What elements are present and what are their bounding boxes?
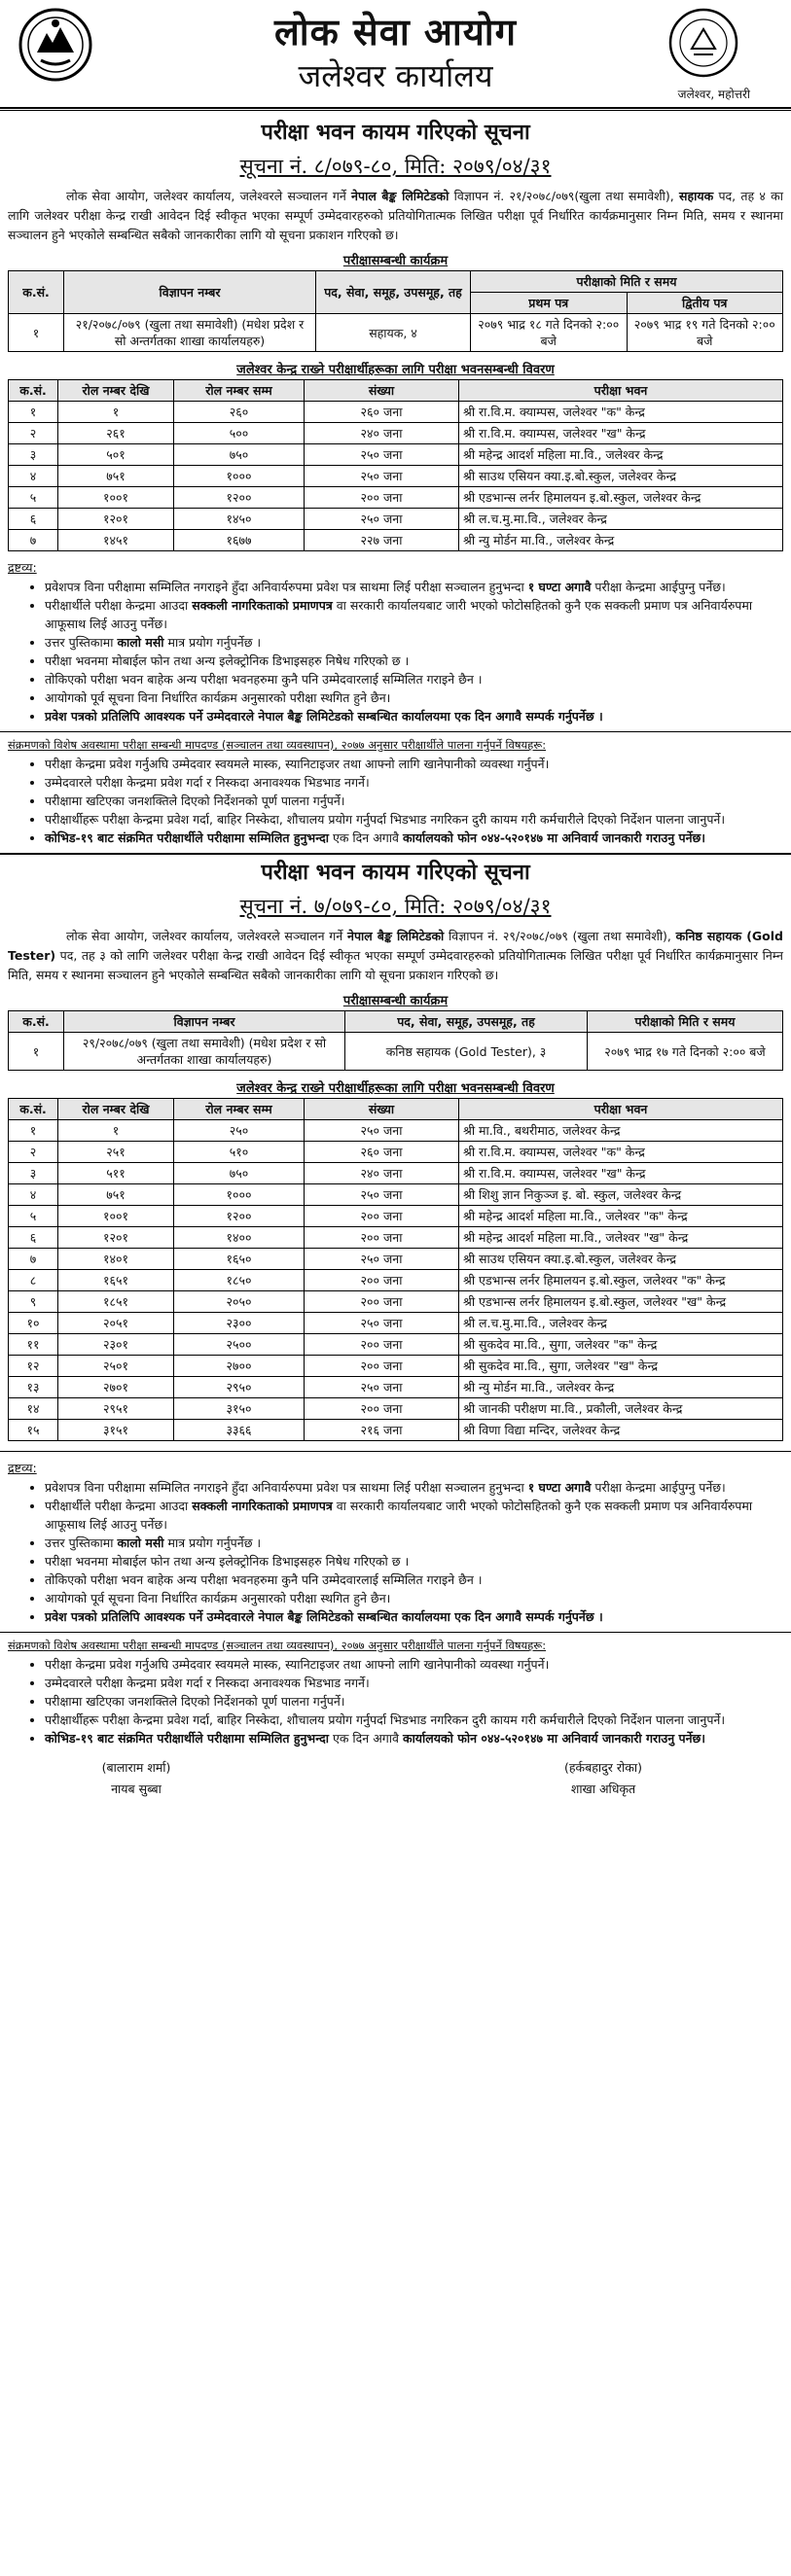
table-cell: ५१० — [174, 1142, 305, 1163]
table-cell: २०५१ — [58, 1313, 174, 1334]
table-cell: श्री महेन्द्र आदर्श महिला मा.वि., जलेश्वर "क" केन्द्र — [459, 1206, 783, 1227]
table-row — [9, 1163, 783, 1184]
list-item: • परीक्षामा खटिएका जनशक्तिले दिएको निर्देशनको पूर्ण पालना गर्नुपर्ने। — [45, 792, 783, 810]
divider — [0, 1451, 791, 1452]
signatures — [0, 1757, 791, 1816]
program-table: क.सं. विज्ञापन नम्बर पद, सेवा, समूह, उपसमूह, तह परीक्षाको मिति र समय १ २९/२०७८/०७९ (खुला तथा समावेशी) (मधेश प्रदेश र सो अन्तर्गतका शाखा कार्यालयहरु) कनिष्ठ सहायक (Gold Tester), ३ २०७९ भाद्र १७ गते दिनको २:०० बजे — [8, 1010, 783, 1071]
list-item: • प्रवेश पत्रको प्रतिलिपि आवश्यक पर्ने उम्मेदवारले नेपाल बैङ्क लिमिटेडको सम्बन्धित कार्यालयमा एक दिन अगावै सम्पर्क गर्नुपर्नेछ । — [45, 1607, 783, 1626]
table-row — [9, 1206, 783, 1227]
table-cell: श्री रा.वि.म. क्याम्पस, जलेश्वर "क" केन्द्र — [459, 1142, 783, 1163]
list-item: • उम्मेदवारले परीक्षा केन्द्रमा प्रवेश गर्दा र निस्कदा अनावश्यक भिडभाड नगर्ने। — [45, 773, 783, 792]
col-first-paper: प्रथम पत्र — [471, 293, 628, 314]
table-cell: २०० जना — [305, 1291, 459, 1313]
list-item: • परीक्षा केन्द्रमा प्रवेश गर्नुअघि उम्मेदवार स्वयमले मास्क, स्यानिटाइजर तथा आफ्नो लागि खानेपानीको व्यवस्था गर्नुपर्ने। — [45, 755, 783, 773]
centers-caption: जलेश्वर केन्द्र राख्ने परीक्षार्थीहरूका लागि परीक्षा भवनसम्बन्धी विवरण — [236, 1081, 555, 1096]
notes-list — [8, 1478, 791, 1626]
list-item: • कोभिड-१९ बाट संक्रमित परीक्षार्थीले परीक्षामा सम्मिलित हुनुभन्दा एक दिन अगावै कार्यालयको फोन ०४४-५२०१४७ मा अनिवार्य जानकारी गराउनु पर्नेछ। — [45, 1729, 783, 1747]
table-cell: ४ — [9, 466, 58, 487]
office-location: जलेश्वर, महोत्तरी — [677, 88, 750, 101]
table-cell: २३०० — [174, 1313, 305, 1334]
col-second-paper: द्वितीय पत्र — [627, 293, 783, 314]
notice-2 — [0, 855, 791, 1816]
table-cell: १००० — [174, 466, 305, 487]
table-row — [9, 1313, 783, 1334]
table-cell: ६ — [9, 1227, 58, 1249]
table-cell: २५० जना — [305, 444, 459, 466]
list-item: • परीक्षार्थीले परीक्षा केन्द्रमा आउदा सक्कली नागरिकताको प्रमाणपत्र वा सरकारी कार्यालयबाट जारी भएको फोटोसहितको कुनै एक सक्कली प्रमाण पत्र अनिवार्यरुपमा आफूसाथ लिई आउनु पर्नेछ। — [45, 1497, 783, 1534]
table-cell: २६१ — [58, 423, 174, 444]
table-row — [9, 1120, 783, 1142]
list-item: • उत्तर पुस्तिकामा कालो मसी मात्र प्रयोग गर्नुपर्नेछ । — [45, 633, 783, 652]
table-cell: २५० जना — [305, 1377, 459, 1398]
table-row — [9, 1377, 783, 1398]
table-cell: २०५० — [174, 1291, 305, 1313]
office-name: जलेश्वर कार्यालय — [298, 57, 493, 94]
table-row — [9, 1291, 783, 1313]
centers-caption: जलेश्वर केन्द्र राख्ने परीक्षार्थीहरूका लागि परीक्षा भवनसम्बन्धी विवरण — [236, 363, 555, 377]
table-cell: ३१५१ — [58, 1420, 174, 1441]
table-cell: २०० जना — [305, 1398, 459, 1420]
table-cell: २०० जना — [305, 1227, 459, 1249]
signatory-name: (बालाराम शर्मा) — [101, 1760, 171, 1775]
table-cell: श्री शिशु ज्ञान निकुञ्ज इ. बो. स्कुल, जलेश्वर केन्द्र — [459, 1184, 783, 1206]
list-item: • परीक्षार्थीले परीक्षा केन्द्रमा आउदा सक्कली नागरिकताको प्रमाणपत्र वा सरकारी कार्यालयबाट जारी भएको फोटोसहितको कुनै एक सक्कली प्रमाण पत्र अनिवार्यरुपमा आफूसाथ लिई आउनु पर्नेछ। — [45, 596, 783, 633]
table-cell: श्री ल.च.मु.मा.वि., जलेश्वर केन्द्र — [459, 509, 783, 530]
table-cell: २६० जना — [305, 402, 459, 423]
table-cell: १८५१ — [58, 1291, 174, 1313]
table-cell: २०० जना — [305, 1356, 459, 1377]
table-cell: १ — [58, 402, 174, 423]
table-cell: १४०० — [174, 1227, 305, 1249]
table-row — [9, 509, 783, 530]
list-item: • परीक्षा भवनमा मोबाईल फोन तथा अन्य इलेक्ट्रोनिक डिभाइसहरु निषेध गरिएको छ । — [45, 652, 783, 670]
table-cell: ३ — [9, 444, 58, 466]
table-cell: २४० जना — [305, 423, 459, 444]
list-item: • आयोगको पूर्व सूचना विना निर्धारित कार्यक्रम अनुसारको परीक्षा स्थगित हुने छैन। — [45, 688, 783, 707]
table-cell: ७ — [9, 530, 58, 551]
table-row — [9, 487, 783, 509]
table-cell: १२ — [9, 1356, 58, 1377]
table-cell: १४५० — [174, 509, 305, 530]
table-cell: २३०१ — [58, 1334, 174, 1356]
table-cell: १००० — [174, 1184, 305, 1206]
table-row — [9, 1249, 783, 1270]
col-sn: क.सं. — [9, 271, 64, 314]
table-cell: १४५१ — [58, 530, 174, 551]
table-cell: १२०० — [174, 487, 305, 509]
table-cell: ५०० — [174, 423, 305, 444]
table-cell: २६० जना — [305, 1142, 459, 1163]
notice-paragraph: लोक सेवा आयोग, जलेश्वर कार्यालय, जलेश्वरले सञ्चालन गर्ने नेपाल बैङ्क लिमिटेडको विज्ञापन नं. २१/२०७८/०७९(खुला तथा समावेशी), सहायक पद, तह ४ का लागि जलेश्वर परीक्षा केन्द्र राखी आवेदन दिई स्वीकृत भएका सम्पूर्ण उम्मेदवारहरुको प्रतियोगितात्मक लिखित परीक्षा पूर्व निर्धारित कार्यक्रमानुसार निम्न मिति, समय र स्थानमा सञ्चालन हुने भएकोले सम्बन्धित सबैको जानकारीका लागि यो सूचना प्रकाशन गरिएको छ। — [8, 189, 783, 242]
table-cell: १३ — [9, 1377, 58, 1398]
table-cell: २५० जना — [305, 1184, 459, 1206]
table-cell: श्री महेन्द्र आदर्श महिला मा.वि., जलेश्वर "ख" केन्द्र — [459, 1227, 783, 1249]
list-item: • तोकिएको परीक्षा भवन बाहेक अन्य परीक्षा भवनहरुमा कुनै पनि उम्मेदवारलाई सम्मिलित गराइने छैन । — [45, 1570, 783, 1589]
table-cell: २५१ — [58, 1142, 174, 1163]
table-cell: २५० — [174, 1120, 305, 1142]
list-item: • उत्तर पुस्तिकामा कालो मसी मात्र प्रयोग गर्नुपर्नेछ । — [45, 1534, 783, 1552]
table-cell: १२०१ — [58, 1227, 174, 1249]
col-post: पद, सेवा, समूह, उपसमूह, तह — [316, 271, 471, 314]
table-row — [9, 1184, 783, 1206]
list-item: • परीक्षा भवनमा मोबाईल फोन तथा अन्य इलेक्ट्रोनिक डिभाइसहरु निषेध गरिएको छ । — [45, 1552, 783, 1570]
table-row — [9, 466, 783, 487]
table-cell: १८५० — [174, 1270, 305, 1291]
divider — [0, 731, 791, 732]
table-cell: १००१ — [58, 487, 174, 509]
notice-title: परीक्षा भवन कायम गरिएको सूचना — [261, 120, 530, 145]
covid-list — [8, 1655, 791, 1747]
notice-paragraph: लोक सेवा आयोग, जलेश्वर कार्यालय, जलेश्वरले सञ्चालन गर्ने नेपाल बैङ्क लिमिटेडको विज्ञापन नं. २९/२०७८/०७९ (खुला तथा समावेशी), कनिष्ठ सहायक (Gold Tester) पद, तह ३ को लागि जलेश्वर परीक्षा केन्द्र राखी आवेदन दिई स्वीकृत भएका सम्पूर्ण उम्मेदवारहरुको प्रतियोगितात्मक लिखित परीक्षा पूर्व निर्धारित कार्यक्रमानुसार निम्न मिति, समय र स्थानमा सञ्चालन हुने भएकोले सम्बन्धित सबैको जानकारीका लागि यो सूचना प्रकाशन गरिएको छ। — [8, 929, 783, 982]
table-cell: २५० जना — [305, 1120, 459, 1142]
col-date: परीक्षाको मिति र समय — [471, 271, 783, 293]
table-row — [9, 1142, 783, 1163]
table-cell: १२०१ — [58, 509, 174, 530]
table-cell: १५ — [9, 1420, 58, 1441]
list-item: • तोकिएको परीक्षा भवन बाहेक अन्य परीक्षा भवनहरुमा कुनै पनि उम्मेदवारलाई सम्मिलित गराइने छैन । — [45, 670, 783, 688]
list-item: • कोभिड-१९ बाट संक्रमित परीक्षार्थीले परीक्षामा सम्मिलित हुनुभन्दा एक दिन अगावै कार्यालयको फोन ०४४-५२०१४७ मा अनिवार्य जानकारी गराउनु पर्नेछ। — [45, 829, 783, 847]
table-cell: ११ — [9, 1334, 58, 1356]
table-row — [9, 1420, 783, 1441]
table-row — [9, 444, 783, 466]
table-row — [9, 402, 783, 423]
table-cell: ७५१ — [58, 1184, 174, 1206]
table-cell: ७५० — [174, 1163, 305, 1184]
divider — [0, 1632, 791, 1633]
header-rule — [0, 107, 791, 109]
table-cell: श्री मा.वि., बथरीमाठ, जलेश्वर केन्द्र — [459, 1120, 783, 1142]
table-cell: २५०१ — [58, 1356, 174, 1377]
table-cell: २ — [9, 423, 58, 444]
list-item: • परीक्षार्थीहरू परीक्षा केन्द्रमा प्रवेश गर्दा, बाहिर निस्केदा, शौचालय प्रयोग गर्नुपर्दा भिडभाड नगरिकन दुरी कायम गरी कर्मचारीले दिएको निर्देशन पालना जानुपर्ने। — [45, 1711, 783, 1729]
table-cell: ३३६६ — [174, 1420, 305, 1441]
table-cell: श्री सुकदेव मा.वि., सुगा, जलेश्वर "क" केन्द्र — [459, 1334, 783, 1356]
list-item: • उम्मेदवारले परीक्षा केन्द्रमा प्रवेश गर्दा र निस्कदा अनावश्यक भिडभाड नगर्ने। — [45, 1674, 783, 1692]
program-table — [8, 270, 783, 352]
table-cell: १६५० — [174, 1249, 305, 1270]
table-cell: २०० जना — [305, 1334, 459, 1356]
table-cell: श्री न्यु मोर्डन मा.वि., जलेश्वर केन्द्र — [459, 1377, 783, 1398]
table-cell: श्री ल.च.मु.मा.वि., जलेश्वर केन्द्र — [459, 1313, 783, 1334]
table-cell: २०० जना — [305, 1206, 459, 1227]
table-cell: श्री एडभान्स लर्नर हिमालयन इ.बो.स्कुल, जलेश्वर "क" केन्द्र — [459, 1270, 783, 1291]
table-cell: २०० जना — [305, 487, 459, 509]
table-cell: २५० जना — [305, 509, 459, 530]
table-cell: श्री साउथ एसियन क्या.इ.बो.स्कुल, जलेश्वर केन्द्र — [459, 466, 783, 487]
table-row: १ २९/२०७८/०७९ (खुला तथा समावेशी) (मधेश प्रदेश र सो अन्तर्गतका शाखा कार्यालयहरु) कनिष्ठ सहायक (Gold Tester), ३ २०७९ भाद्र १७ गते दिनको २:०० बजे — [9, 1033, 783, 1071]
table-cell: १४ — [9, 1398, 58, 1420]
table-row: १ २१/२०७८/०७९ (खुला तथा समावेशी) (मधेश प्रदेश र सो अन्तर्गतका शाखा कार्यालयहरु) सहायक, ४ २०७९ भाद्र १८ गते दिनको २:०० बजे २०७९ भाद्र १९ गते दिनको २:०० बजे — [9, 314, 783, 352]
covid-heading: संक्रमणको विशेष अवस्थामा परीक्षा सम्बन्धी मापदण्ड (सञ्चालन तथा व्यवस्थापन), २०७७ अनुसार परीक्षार्थीले पालना गर्नुपर्ने विषयहरू: — [8, 738, 547, 752]
list-item: • परीक्षार्थीहरू परीक्षा केन्द्रमा प्रवेश गर्दा, बाहिर निस्केदा, शौचालय प्रयोग गर्नुपर्दा भिडभाड नगरिकन दुरी कायम गरी कर्मचारीले दिएको निर्देशन पालना जानुपर्ने। — [45, 810, 783, 829]
table-row — [9, 1227, 783, 1249]
table-cell: १ — [9, 402, 58, 423]
table-cell: ७ — [9, 1249, 58, 1270]
signature-right — [506, 1757, 701, 1800]
program-caption: परीक्षासम्बन्धी कार्यक्रम — [342, 254, 449, 268]
notes-list — [8, 578, 791, 725]
table-row — [9, 1398, 783, 1420]
table-cell: १४०१ — [58, 1249, 174, 1270]
table-cell: ६ — [9, 509, 58, 530]
list-item: • परीक्षामा खटिएका जनशक्तिले दिएको निर्देशनको पूर्ण पालना गर्नुपर्ने। — [45, 1692, 783, 1711]
table-cell: श्री एडभान्स लर्नर हिमालयन इ.बो.स्कुल, जलेश्वर "ख" केन्द्र — [459, 1291, 783, 1313]
letterhead — [0, 0, 791, 109]
table-cell: श्री महेन्द्र आदर्श महिला मा.वि., जलेश्वर केन्द्र — [459, 444, 783, 466]
table-cell: श्री एडभान्स लर्नर हिमालयन इ.बो.स्कुल, जलेश्वर केन्द्र — [459, 487, 783, 509]
table-cell: २९५० — [174, 1377, 305, 1398]
psc-logo-icon — [666, 6, 740, 80]
table-cell: १६५१ — [58, 1270, 174, 1291]
covid-heading: संक्रमणको विशेष अवस्थामा परीक्षा सम्बन्धी मापदण्ड (सञ्चालन तथा व्यवस्थापन), २०७७ अनुसार परीक्षार्थीले पालना गर्नुपर्ने विषयहरू: — [8, 1639, 547, 1652]
table-cell: १००१ — [58, 1206, 174, 1227]
header-rule-thin — [0, 110, 791, 111]
table-cell: २७०० — [174, 1356, 305, 1377]
table-cell: ५ — [9, 1206, 58, 1227]
table-cell: ८ — [9, 1270, 58, 1291]
table-cell: श्री रा.वि.म. क्याम्पस, जलेश्वर "ख" केन्द्र — [459, 1163, 783, 1184]
note-heading: द्रष्टव्य: — [8, 1461, 37, 1475]
table-row — [9, 423, 783, 444]
table-cell: १६७७ — [174, 530, 305, 551]
signatory-title: नायब सुब्बा — [111, 1782, 162, 1796]
table-cell: २५० जना — [305, 1249, 459, 1270]
table-cell: २५० जना — [305, 466, 459, 487]
table-cell: ३ — [9, 1163, 58, 1184]
note-heading: द्रष्टव्य: — [8, 560, 37, 575]
table-row — [9, 530, 783, 551]
table-cell: ३१५० — [174, 1398, 305, 1420]
table-cell: ४ — [9, 1184, 58, 1206]
org-name: लोक सेवा आयोग — [273, 10, 518, 53]
list-item: • परीक्षा केन्द्रमा प्रवेश गर्नुअघि उम्मेदवार स्वयमले मास्क, स्यानिटाइजर तथा आफ्नो लागि खानेपानीको व्यवस्था गर्नुपर्ने। — [45, 1655, 783, 1674]
table-cell: २४० जना — [305, 1163, 459, 1184]
list-item: • प्रवेश पत्रको प्रतिलिपि आवश्यक पर्ने उम्मेदवारले नेपाल बैङ्क लिमिटेडको सम्बन्धित कार्यालयमा एक दिन अगावै सम्पर्क गर्नुपर्नेछ । — [45, 707, 783, 725]
notice-number-date: सूचना नं. ८/०७९-८०, मिति: २०७९/०४/३१ — [239, 155, 552, 178]
table-cell: ७५० — [174, 444, 305, 466]
centers-table: क.सं. रोल नम्बर देखि रोल नम्बर सम्म संख्या परीक्षा भवन १ १ २६० २६० जना श्री रा.वि.म. क्याम्पस, जलेश्वर "क" केन्द्र २ २६१ ५०० २४० जना श्री रा.वि.म. क्याम्पस, जलेश्वर "ख" केन्द्र ३ ५०१ ७५० २५० जना श्री महेन्द्र आदर्श महिला मा.वि., जलेश्वर केन्द्र ४ ७५१ १००० २५० जना श्री साउथ एसियन क्या.इ.बो.स्कुल, जलेश्वर केन्द्र ५ १००१ १२०० २०० जना श्री एडभान्स लर्नर हिमालयन इ.बो.स्कुल, जलेश्वर केन्द्र ६ १२०१ १४५० २५० जना श्री ल.च.मु.मा.वि., जलेश्वर केन्द्र ७ १४५१ १६७७ २२७ जना श्री न्यु मोर्डन मा.वि., जलेश्वर केन्द्र — [8, 379, 783, 551]
notice-number-date: सूचना नं. ७/०७९-८०, मिति: २०७९/०४/३१ — [239, 895, 552, 918]
program-caption: परीक्षासम्बन्धी कार्यक्रम — [342, 994, 449, 1008]
table-cell: ५०१ — [58, 444, 174, 466]
table-cell: २९५१ — [58, 1398, 174, 1420]
covid-list — [8, 755, 791, 847]
table-cell: श्री रा.वि.म. क्याम्पस, जलेश्वर "क" केन्द्र — [459, 402, 783, 423]
table-row — [9, 1334, 783, 1356]
table-cell: ५११ — [58, 1163, 174, 1184]
table-cell: २१६ जना — [305, 1420, 459, 1441]
table-cell: २७०१ — [58, 1377, 174, 1398]
table-cell: श्री विणा विद्या मन्दिर, जलेश्वर केन्द्र — [459, 1420, 783, 1441]
table-row — [9, 1356, 783, 1377]
table-cell: २०० जना — [305, 1270, 459, 1291]
signatory-title: शाखा अधिकृत — [570, 1782, 636, 1796]
table-cell: श्री रा.वि.म. क्याम्पस, जलेश्वर "ख" केन्द्र — [459, 423, 783, 444]
table-cell: २५० जना — [305, 1313, 459, 1334]
table-cell: ७५१ — [58, 466, 174, 487]
table-cell: १ — [58, 1120, 174, 1142]
notice-title: परीक्षा भवन कायम गरिएको सूचना — [261, 860, 530, 885]
table-cell: २६० — [174, 402, 305, 423]
table-cell: १० — [9, 1313, 58, 1334]
notice-1 — [0, 115, 791, 855]
signature-left — [39, 1757, 234, 1800]
table-cell: १२०० — [174, 1206, 305, 1227]
table-cell: ५ — [9, 487, 58, 509]
table-cell: २ — [9, 1142, 58, 1163]
table-row — [9, 1270, 783, 1291]
table-cell: श्री सुकदेव मा.वि., सुगा, जलेश्वर "ख" केन्द्र — [459, 1356, 783, 1377]
list-item: • प्रवेशपत्र विना परीक्षामा सम्मिलित नगराइने हुँदा अनिवार्यरुपमा प्रवेश पत्र साथमा लिई परीक्षा सञ्चालन हुनुभन्दा १ घण्टा अगावै परीक्षा केन्द्रमा आईपुग्नु पर्नेछ। — [45, 1478, 783, 1497]
list-item: • आयोगको पूर्व सूचना विना निर्धारित कार्यक्रम अनुसारको परीक्षा स्थगित हुने छैन। — [45, 1589, 783, 1607]
list-item: • प्रवेशपत्र विना परीक्षामा सम्मिलित नगराइने हुँदा अनिवार्यरुपमा प्रवेश पत्र साथमा लिई परीक्षा सञ्चालन हुनुभन्दा १ घण्टा अगावै परीक्षा केन्द्रमा आईपुग्नु पर्नेछ। — [45, 578, 783, 596]
table-cell: श्री जानकी परीक्षण मा.वि., प्रकौली, जलेश्वर केन्द्र — [459, 1398, 783, 1420]
table-cell: श्री न्यु मोर्डन मा.वि., जलेश्वर केन्द्र — [459, 530, 783, 551]
table-cell: १ — [9, 1120, 58, 1142]
signatory-name: (हर्कबहादुर रोका) — [564, 1760, 642, 1775]
col-adv: विज्ञापन नम्बर — [64, 271, 316, 314]
centers-table: क.सं. रोल नम्बर देखि रोल नम्बर सम्म संख्या परीक्षा भवन १ १ २५० २५० जना श्री मा.वि., बथरीमाठ, जलेश्वर केन्द्र २ २५१ ५१० २६० जना श्री रा.वि.म. क्याम्पस, जलेश्वर "क" केन्द्र ३ ५११ ७५० २४० जना श्री रा.वि.म. क्याम्पस, जलेश्वर "ख" केन्द्र ४ ७५१ १००० २५० जना श्री शिशु ज्ञान निकुञ्ज इ. बो. स्कुल, जलेश्वर केन्द्र ५ १००१ १२०० २०० जना श्री महेन्द्र आदर्श महिला मा.वि., जलेश्वर "क" केन्द्र ६ १२०१ १४०० २०० जना श्री महेन्द्र आदर्श महिला मा.वि., जलेश्वर "ख" केन्द्र ७ १४०१ १६५० २५० जना श्री साउथ एसियन क्या.इ.बो.स्कुल, जलेश्वर केन्द्र ८ १६५१ १८५० २०० जना श्री एडभान्स लर्नर हिमालयन इ.बो.स्कुल, जलेश्वर "क" केन्द्र ९ १८५१ २०५० २०० जना श्री एडभान्स लर्नर हिमालयन इ.बो.स्कुल, जलेश्वर "ख" केन्द्र १० २०५१ २३०० २५० जना श्री ल.च.मु.मा.वि., जलेश्वर केन्द्र ११ २३०१ २५०० २०० जना श्री सुकदेव मा.वि., सुगा, जलेश्वर "क" केन्द्र १२ २५०१ २७०० २०० जना श्री सुकदेव मा.वि., सुगा, जलेश्वर "ख" केन्द्र १३ २७०१ २९५० २५० जना श्री न्यु मोर्डन मा.वि., जलेश्वर केन्द्र १४ २९५१ ३१५० २०० जना श्री जानकी परीक्षण मा.वि., प्रकौली, जलेश्वर केन्द्र १५ ३१५१ ३३६६ २१६ जना श्री विणा विद्या मन्दिर, जलेश्वर केन्द्र — [8, 1098, 783, 1441]
table-cell: श्री साउथ एसियन क्या.इ.बो.स्कुल, जलेश्वर केन्द्र — [459, 1249, 783, 1270]
table-cell: २२७ जना — [305, 530, 459, 551]
table-cell: ९ — [9, 1291, 58, 1313]
table-cell: २५०० — [174, 1334, 305, 1356]
